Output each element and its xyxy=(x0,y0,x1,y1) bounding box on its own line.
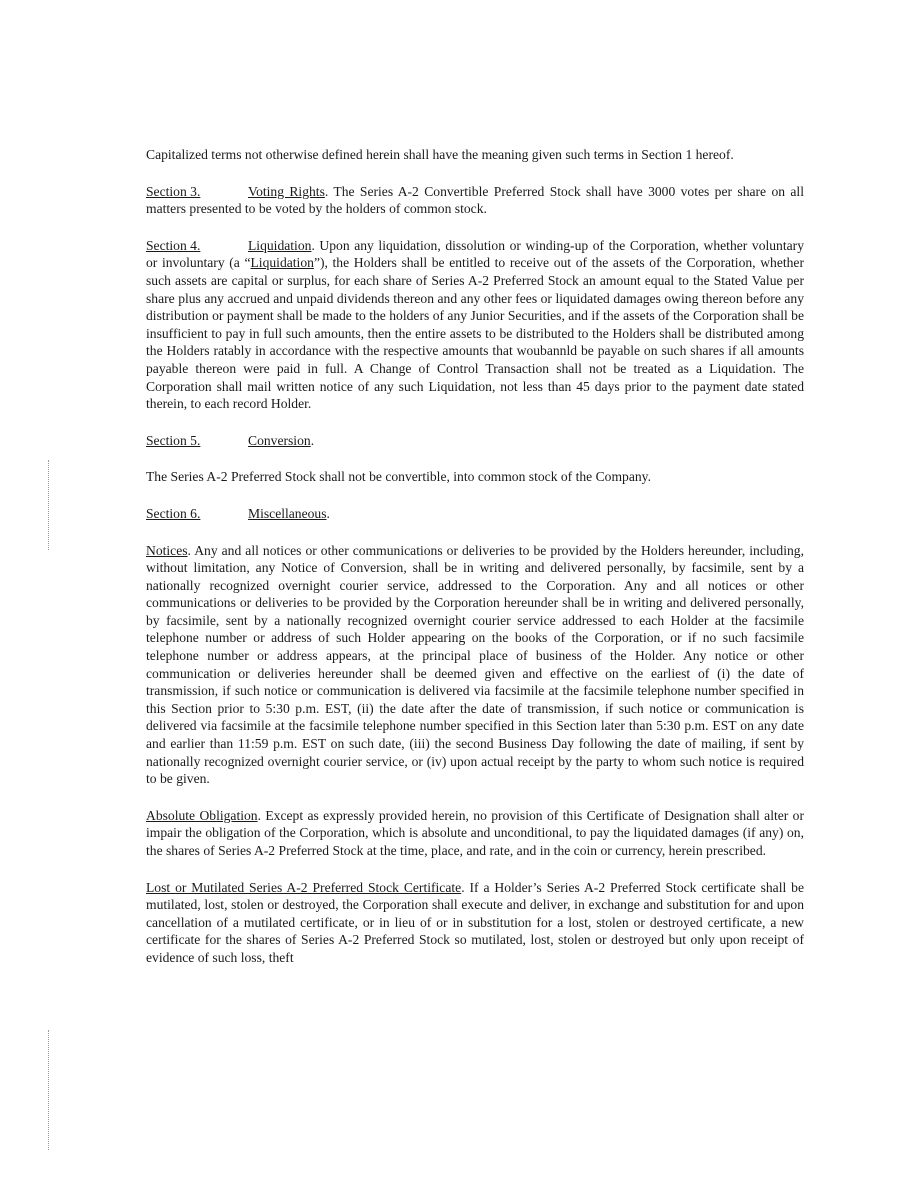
section-3-number: Section 3. xyxy=(146,183,201,199)
absolute-obligation-paragraph xyxy=(146,807,804,860)
document-body xyxy=(146,146,804,986)
section-5-heading xyxy=(146,432,804,450)
section-6-title-suffix: . xyxy=(326,505,330,521)
lost-certificate-text: . If a Holder’s Series A-2 Preferred Stock certificate shall be mutilated, lost, stolen or destroyed, the Corporation shall execute and deliver, in exchange and substitution for and upon cancellation of a mutilated certificate, or in lieu of or in substitution for a lost, stolen or destroyed certificate, a new certificate for the shares of Series A-2 Preferred Stock so mutilated, lost, stolen or destroyed but only upon receipt of evidence of such loss, theft xyxy=(146,879,805,965)
section-3-paragraph xyxy=(146,183,804,218)
notices-title: Notices xyxy=(146,542,188,558)
section-5-paragraph xyxy=(146,468,804,486)
section-4-text-b: ”), the Holders shall be entitled to receive out of the assets of the Corporation, whether such assets are capital or surplus, for each share of Series A-2 Preferred Stock an amount equal to the Stated Value per share plus any accrued and unpaid dividends thereon and any other fees or liquidated damages owing thereon before any distribution or payment shall be made to the holders of any Junior Securities, and if the assets of the Corporation shall be insufficient to pay in full such amounts, then the entire assets to be distributed to the Holders shall be distributed among the Holders ratably in accordance with the respective amounts that woubannld be payable on such shares if all amounts payable thereon were paid in full. A Change of Control Transaction shall not be treated as a Liquidation. The Corporation shall mail written notice of any such Liquidation, not less than 45 days prior to the payment date stated therein, to each record Holder. xyxy=(146,255,804,412)
section-5-number: Section 5. xyxy=(146,432,201,448)
section-4-title: Liquidation xyxy=(248,237,312,253)
section-5-text: The Series A-2 Preferred Stock shall not be convertible, into common stock of the Company. xyxy=(146,469,651,485)
section-6-number: Section 6. xyxy=(146,505,201,521)
scan-edge-mark xyxy=(48,1030,52,1150)
intro-text: Capitalized terms not otherwise defined herein shall have the meaning given such terms in Section 1 hereof. xyxy=(146,147,734,162)
section-3-text: . The Series A-2 Convertible Preferred Stock shall have 3000 votes per share on all matters presented to be voted by the holders of common stock. xyxy=(146,183,804,217)
intro-paragraph xyxy=(146,146,804,164)
lost-certificate-title: Lost or Mutilated Series A-2 Preferred Stock Certificate xyxy=(146,879,462,895)
section-5-title: Conversion xyxy=(248,432,311,448)
section-3-title: Voting Rights xyxy=(248,183,325,199)
absolute-obligation-text: . Except as expressly provided herein, no provision of this Certificate of Designation shall alter or impair the obligation of the Corporation, which is absolute and unconditional, to pay the liquidated damages (if any) on, the shares of Series A-2 Preferred Stock at the time, place, and rate, and in the coin or currency, herein prescribed. xyxy=(146,807,804,858)
section-4-text-a: . Upon any liquidation, dissolution or winding-up of the Corporation, whether voluntary or involuntary (a “ xyxy=(146,237,804,271)
notices-text: . Any and all notices or other communications or deliveries to be provided by the Holders hereunder, including, without limitation, any Notice of Conversion, shall be in writing and delivered personally, by facsimile, sent by a nationally recognized overnight courier service, addressed to the Corporation. Any and all notices or other communications or deliveries to be provided by the Corporation hereunder shall be in writing and delivered personally, by facsimile, sent by a nationally recognized overnight courier service addressed to each Holder at the facsimile telephone number or address of such Holder appearing on the books of the Corporation, or if no such facsimile telephone number or address appears, at the principal place of business of the Holder. Any notice or other communication or deliveries hereunder shall be deemed given and effective on the earliest of (i) the date of transmission, if such notice or communication is delivered via facsimile at the facsimile telephone number specified in this Section prior to 5:30 p.m. EST, (ii) the date after the date of transmission, if such notice or communication is delivered via facsimile at the facsimile telephone number specified in this Section later than 5:30 p.m. EST on any date and earlier than 11:59 p.m. EST on such date, (iii) the second Business Day following the date of mailing, if sent by nationally recognized overnight courier service, or (iv) upon actual receipt by the party to whom such notice is required to be given. xyxy=(146,542,804,787)
absolute-obligation-title: Absolute Obligation xyxy=(146,807,258,823)
section-4-number: Section 4. xyxy=(146,237,201,253)
section-6-title: Miscellaneous xyxy=(248,505,327,521)
section-5-title-suffix: . xyxy=(310,432,315,448)
liquidation-defined-term: Liquidation xyxy=(250,255,314,271)
section-6-heading xyxy=(146,505,804,523)
section-4-paragraph xyxy=(146,237,804,413)
scan-edge-mark xyxy=(48,460,52,550)
notices-paragraph xyxy=(146,542,804,788)
lost-certificate-paragraph xyxy=(146,879,804,967)
